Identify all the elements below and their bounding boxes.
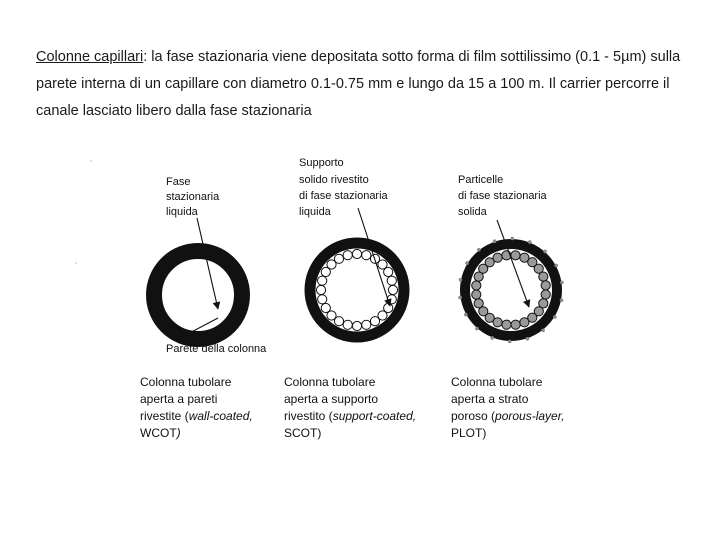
label-coated-support: Supporto solido rivestito di fase stazionaria liquida xyxy=(299,157,388,218)
scot-support-particle xyxy=(352,321,361,330)
plot-wall-dot xyxy=(541,329,545,333)
scot-support-particle xyxy=(362,320,371,329)
plot-wall-dot xyxy=(475,327,479,331)
plot-wall-dot xyxy=(465,261,469,265)
plot-wall-dot xyxy=(490,336,494,340)
scot-support-particle xyxy=(370,317,379,326)
plot-particle xyxy=(520,318,529,327)
caption-scot: Colonna tubolare aperta a supporto rivestito (support-coated, SCOT) xyxy=(284,375,417,440)
plot-particle xyxy=(541,281,550,290)
plot-wall-dot xyxy=(477,248,481,252)
scan-speck xyxy=(75,262,77,264)
intro-term: Colonne capillari xyxy=(36,49,144,65)
plot-wall-dot xyxy=(493,239,497,243)
label-wall-film: Fase stazionaria liquida xyxy=(166,176,220,218)
plot-wall-dot xyxy=(511,237,515,241)
scot-support-particle xyxy=(387,276,396,285)
wall-film-pointer-arrow xyxy=(197,218,218,309)
caption-wcot: Colonna tubolare aperta a pareti rivestite (wall-coated, WCOT) xyxy=(140,375,253,440)
plot-wall-dot xyxy=(464,313,468,317)
scot-support-particle xyxy=(318,276,327,285)
scot-support-particle xyxy=(321,303,330,312)
scan-speck xyxy=(90,160,92,162)
label-solid-particles: Particelle di fase stazionaria solida xyxy=(458,174,547,218)
scot-support-particle xyxy=(334,254,343,263)
plot-wall-dot xyxy=(458,296,462,300)
plot-column-cross-section xyxy=(458,237,563,344)
caption-plot: Colonna tubolare aperta a strato poroso (porous-layer, PLOT) xyxy=(451,375,565,440)
scot-support-particle xyxy=(318,295,327,304)
scot-support-particle xyxy=(362,251,371,260)
plot-wall-dot xyxy=(560,281,564,285)
scot-support-particle xyxy=(343,320,352,329)
wcot-column-cross-section xyxy=(154,251,242,339)
plot-wall-dot xyxy=(554,264,558,268)
plot-wall-dot xyxy=(526,337,530,341)
plot-particle xyxy=(493,253,502,262)
scot-support-particle xyxy=(316,285,325,294)
plot-particle xyxy=(472,290,481,299)
scot-support-particle xyxy=(388,285,397,294)
plot-particle xyxy=(474,299,483,308)
plot-wall-dot xyxy=(553,315,557,319)
scot-support-particle xyxy=(352,249,361,258)
particles-pointer-arrow xyxy=(497,220,529,307)
plot-particle xyxy=(541,290,550,299)
plot-wall-dot xyxy=(528,240,532,244)
plot-wall-dot xyxy=(459,278,463,282)
scot-column-cross-section xyxy=(310,243,404,337)
plot-particle xyxy=(472,281,481,290)
plot-wall-dot xyxy=(560,298,564,302)
scot-support-particle xyxy=(343,251,352,260)
plot-wall-dot xyxy=(543,250,547,254)
wcot-column-wall xyxy=(154,251,242,339)
label-column-wall: Parete della colonna xyxy=(166,343,267,355)
plot-wall-dot xyxy=(508,340,512,344)
plot-particle xyxy=(511,320,520,329)
scot-support-particles xyxy=(316,249,397,330)
intro-text: : la fase stazionaria viene depositata sotto forma di film sottilissimo (0.1 - 5µm) sulla parete interna di un capillare con diametro 0.1-0.75 mm e lungo da 15 a 100 m. Il carrier percorre il canale lasciato libero dalla fase stazionaria xyxy=(36,49,681,119)
plot-particle xyxy=(539,272,548,281)
scot-support-particle xyxy=(384,267,393,276)
plot-particle xyxy=(502,320,511,329)
plot-particle xyxy=(511,251,520,260)
plot-solid-particles xyxy=(472,251,551,330)
